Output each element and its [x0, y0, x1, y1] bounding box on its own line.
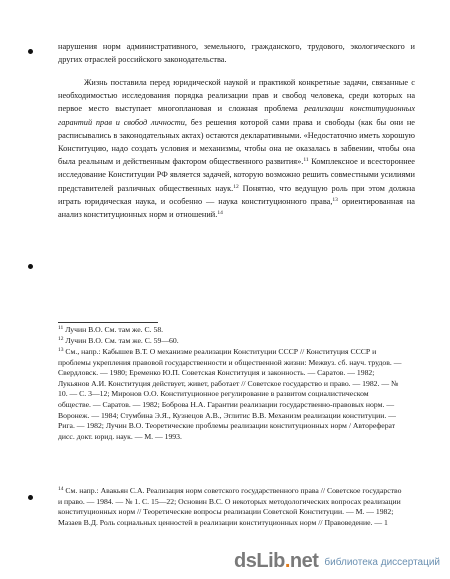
footnote-number: 14 — [58, 486, 64, 492]
footnote-ref-14[interactable]: 14 — [217, 210, 223, 217]
margin-bullet-top — [28, 49, 33, 54]
footnote-ref-13[interactable]: 13 — [332, 196, 338, 203]
footnote-text: См., напр.: Кабышев В.Т. О механизме реализации Конституции СССР // Конституция СССР и проблемы укрепления правовой государственности и общественной жизни: Межвуз. сб. науч. трудов. — Свердловск. — 1980; Еременко Ю.П. Советская Конституция и законность. — Саратов. — 1982; Лукьянов А.И. Конституция действует, живет, работает // Советское государство и право. — 1982. — № 10. — С. 3—12; Миронов О.О. Конституционное регулирование в развитом социалистическом обществе. — Саратов. — 1982; Боброва Н.А. Гарантии реализации государственно-правовых норм. — Воронеж. — 1984; Стумбина Э.Я., Кузнецов А.В., Эглитис В.В. Механизм реализации конституции. — Рига. — 1982; Лучин В.О. Теоретические проблемы реализации конституционных норм / Автореферат дисс. докт. юрид. наук. — М. — 1993. — [58, 347, 402, 441]
paragraph-text-5: ориентированная на анализ конституционных норм и отношений. — [58, 196, 415, 220]
paragraph-emphasis: реализации конституционных гарантий прав и свобод личности — [58, 104, 415, 127]
footnote-ref-11[interactable]: 11 — [303, 157, 309, 164]
footnote-text: Лучин В.О. См. там же. С. 58. — [65, 325, 164, 334]
footnote-number: 12 — [58, 336, 64, 342]
paragraph-text-4: Понятно, что ведущую роль при этом должна играть юридическая наука, и особенно — наука конституционного права, — [58, 183, 415, 206]
main-paragraph — [58, 76, 415, 221]
dslib-tagline: библиотека диссертаций — [324, 557, 440, 568]
footnote-ref-12[interactable]: 12 — [233, 183, 239, 190]
paragraph-text-1: Жизнь поставила перед юридической наукой и практикой конкретные задачи, связанные с необходимостью исследования порядка реализации прав и свобод человека, среди которых на первое место выступает многоплановая и сложная проблема — [58, 78, 415, 114]
margin-bullet-bottom — [28, 495, 33, 500]
footnote-13 — [58, 347, 402, 442]
paragraph-text-3: Комплексное и всестороннее исследование Конституции РФ является задачей, которую возможно решить совместными усилиями представителей различных общественных наук. — [58, 157, 415, 193]
top-fragment: нарушения норм административного, земельного, гражданского, трудового, экологического и других отраслей российского законодательства. — [58, 42, 415, 65]
paragraph-text-2: , без решения которой сами права и свободы (как бы они не расписывались в законодательных актах) остаются декларативными. «Недостаточно иметь хорошую Конституцию, надо создать условия и механизмы, чтобы она не оказалась в забвении, чтобы она была реальным и действенным фактором общественного развития». — [58, 117, 415, 167]
dslib-watermark — [234, 551, 440, 571]
footnote-number: 11 — [58, 325, 64, 331]
footnote-number: 13 — [58, 347, 64, 353]
margin-bullet-middle — [28, 264, 33, 269]
footnote-separator — [58, 322, 158, 323]
footnote-text: См. напр.: Авакьян С.А. Реализация норм советского государственного права // Советское государство и право. — 1984. — № 1. С. 15—22; Основин В.С. О некоторых методологических вопросах реализации конституционных норм // Теоретические вопросы реализации Советской Конституции. — М. — 1982; Мазаев В.Д. Роль социальных ценностей в реализации конституционных норм // Правоведение. — 1 — [58, 486, 402, 527]
dslib-logo: dsLib.net — [234, 550, 319, 572]
footnote-11 — [58, 325, 402, 336]
footnote-12 — [58, 336, 402, 347]
footnote-text: Лучин В.О. См. там же. С. 59—60. — [65, 336, 179, 345]
footnote-14 — [58, 486, 402, 528]
